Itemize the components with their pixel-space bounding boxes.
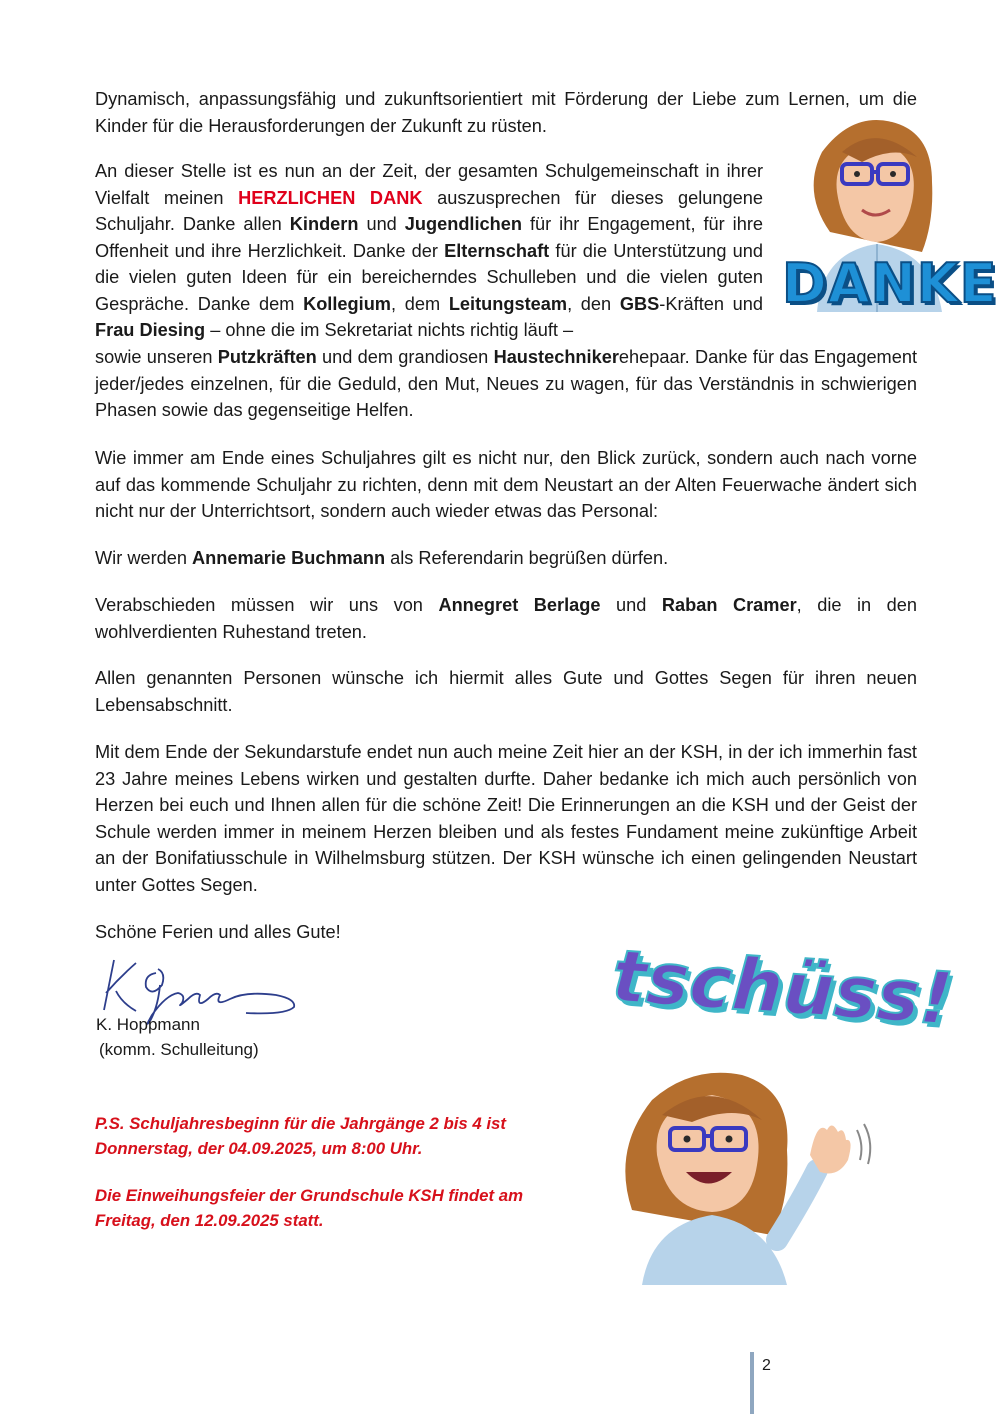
tschuess-bitmoji-sticker [609,933,956,1285]
postscript-celebration: Die Einweihungsfeier der Grundschule KSH findet am Freitag, den 12.09.2025 statt. [95,1186,523,1230]
paragraph-outlook: Wie immer am Ende eines Schuljahres gilt es nicht nur, den Blick zurück, sondern auch nach vorne auf das kommende Schuljahr zu richten, denn mit dem Neustart an der Alten Feuerwache ändert sich nicht nur der Unterrichtsort, sondern auch wieder etwas das Personal: [95,448,917,521]
paragraph-thanks-continued: sowie unseren Putzkräften und dem grandiosen Haustechnikerehepaar. Danke für das Engagement jeder/jedes einzelnen, für die Geduld, den Mut, Neues zu wagen, für das Verständnis in schwierigen Phasen sowie das gegenseitige Helfen. [95,347,917,420]
paragraph-farewell: Verabschieden müssen wir uns von Annegret Berlage und Raban Cramer, die in den wohlverdienten Ruhestand treten. [95,595,917,642]
paragraph-thanks: An dieser Stelle ist es nun an der Zeit, der gesamten Schulgemeinschaft in ihrer Vielfalt meinen HERZLICHEN DANK auszusprechen für dieses gelungene Schuljahr. Danke allen Kindern und Jugendlichen für ihr Engagement, für ihre Offenheit und ihre Herzlichkeit. Danke der Elternschaft für die Unterstützung und die vielen guten Ideen für ein bereicherndes Schulleben und die vielen guten Gespräche. Danke dem Kollegium, dem Leitungsteam, den GBS-Kräften und Frau Diesing – ohne die im Sekretariat nichts richtig läuft – [95,161,764,340]
herzlichen-dank-highlight: HERZLICHEN DANK [238,187,423,208]
paragraph-personal: Mit dem Ende der Sekundarstufe endet nun auch meine Zeit hier an der KSH, in der ich immerhin fast 23 Jahre meines Lebens wirken und gestalten durfte. Daher bedanke ich mich auch persönlich von Herzen bei euch und Ihnen allen für die schöne Zeit! Die Erinnerungen an die KSH und der Geist der Schule werden immer in meinem Herzen bleiben und als festes Fundament meine zukünftige Arbeit an der Bonifatiusschule in Wilhelmsburg stützen. Der KSH wünsche ich einen gelingenden Neustart unter Gottes Segen. [95,742,917,895]
page-number: 2 [762,1357,771,1374]
paragraph-blessing: Allen genannten Personen wünsche ich hiermit alles Gute und Gottes Segen für ihren neuen Lebensabschnitt. [95,668,917,715]
danke-sticker-text: DANKE [782,252,998,315]
signature-role: (komm. Schulleitung) [99,1040,259,1059]
postscript-school-start: P.S. Schuljahresbeginn für die Jahrgänge 2 bis 4 ist Donnerstag, der 04.09.2025, um 8:00 Uhr. [95,1114,506,1158]
tschuess-sticker-text: tschüss! [609,933,956,1042]
page-number-bar [750,1352,754,1414]
waving-bitmoji-avatar-icon [612,1060,912,1285]
closing-greeting: Schöne Ferien und alles Gute! [95,922,341,942]
paragraph-welcome: Wir werden Annemarie Buchmann als Referendarin begrüßen dürfen. [95,548,669,568]
signature-name: K. Hoppmann [96,1015,200,1034]
danke-bitmoji-sticker [782,112,998,317]
paragraph-intro: Dynamisch, anpassungsfähig und zukunftsorientiert mit Förderung der Liebe zum Lernen, um die Kinder für die Herausforderungen der Zukunft zu rüsten. [95,89,917,136]
